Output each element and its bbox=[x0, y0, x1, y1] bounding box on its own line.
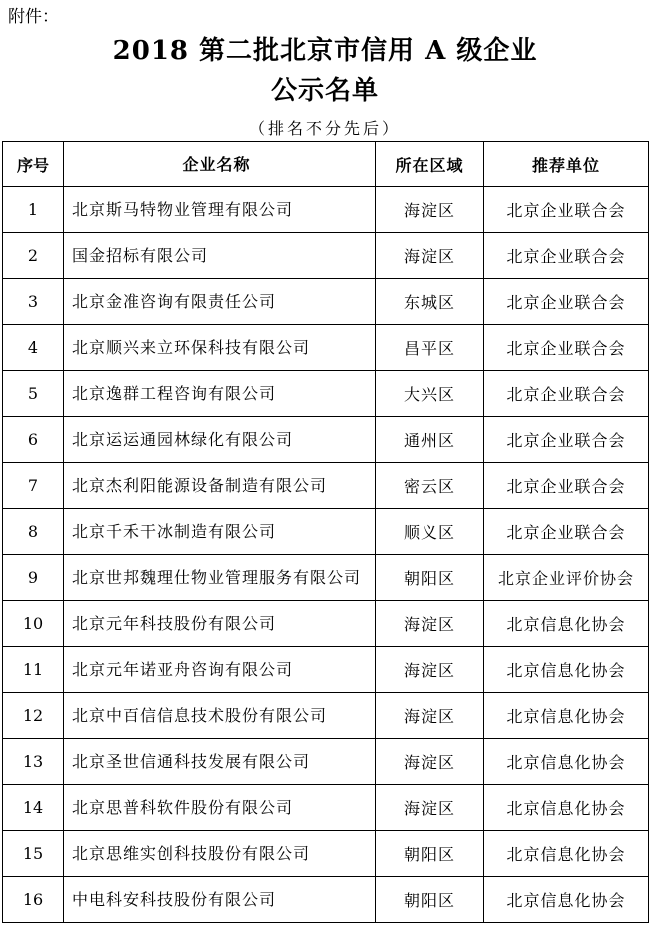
row-recommender: 北京企业评价协会 bbox=[484, 555, 649, 601]
table-row bbox=[3, 187, 649, 233]
header-number: 序号 bbox=[3, 142, 64, 187]
row-company-name: 北京顺兴来立环保科技有限公司 bbox=[64, 325, 376, 371]
row-district: 大兴区 bbox=[376, 371, 484, 417]
attachment-label: 附件： bbox=[8, 7, 59, 27]
row-recommender: 北京企业联合会 bbox=[484, 509, 649, 555]
row-recommender: 北京企业联合会 bbox=[484, 187, 649, 233]
row-district: 海淀区 bbox=[376, 693, 484, 739]
row-company-name: 北京逸群工程咨询有限公司 bbox=[64, 371, 376, 417]
table-row bbox=[3, 647, 649, 693]
table-row bbox=[3, 463, 649, 509]
row-district: 密云区 bbox=[376, 463, 484, 509]
row-number: 7 bbox=[3, 463, 64, 509]
row-recommender: 北京信息化协会 bbox=[484, 647, 649, 693]
row-number: 8 bbox=[3, 509, 64, 555]
table-row bbox=[3, 831, 649, 877]
row-number: 3 bbox=[3, 279, 64, 325]
row-district: 海淀区 bbox=[376, 785, 484, 831]
table-row bbox=[3, 785, 649, 831]
table-row bbox=[3, 325, 649, 371]
row-company-name: 北京元年科技股份有限公司 bbox=[64, 601, 376, 647]
row-district: 顺义区 bbox=[376, 509, 484, 555]
document-subtitle: （排名不分先后） bbox=[248, 119, 401, 138]
row-recommender: 北京企业联合会 bbox=[484, 325, 649, 371]
row-recommender: 北京企业联合会 bbox=[484, 233, 649, 279]
row-district: 东城区 bbox=[376, 279, 484, 325]
table-row bbox=[3, 555, 649, 601]
row-number: 4 bbox=[3, 325, 64, 371]
table-row bbox=[3, 279, 649, 325]
row-company-name: 北京世邦魏理仕物业管理服务有限公司 bbox=[64, 555, 376, 601]
row-number: 15 bbox=[3, 831, 64, 877]
row-recommender: 北京信息化协会 bbox=[484, 785, 649, 831]
row-district: 朝阳区 bbox=[376, 831, 484, 877]
row-number: 10 bbox=[3, 601, 64, 647]
row-number: 5 bbox=[3, 371, 64, 417]
row-recommender: 北京信息化协会 bbox=[484, 877, 649, 923]
table-row bbox=[3, 601, 649, 647]
row-recommender: 北京信息化协会 bbox=[484, 739, 649, 785]
row-district: 昌平区 bbox=[376, 325, 484, 371]
row-district: 海淀区 bbox=[376, 601, 484, 647]
row-company-name: 北京元年诺亚舟咨询有限公司 bbox=[64, 647, 376, 693]
row-district: 朝阳区 bbox=[376, 555, 484, 601]
row-number: 14 bbox=[3, 785, 64, 831]
row-company-name: 北京圣世信通科技发展有限公司 bbox=[64, 739, 376, 785]
row-company-name: 中电科安科技股份有限公司 bbox=[64, 877, 376, 923]
row-company-name: 北京运运通园林绿化有限公司 bbox=[64, 417, 376, 463]
table-row bbox=[3, 233, 649, 279]
row-district: 朝阳区 bbox=[376, 877, 484, 923]
table-header-row bbox=[3, 142, 649, 187]
table-row bbox=[3, 877, 649, 923]
row-company-name: 北京思普科软件股份有限公司 bbox=[64, 785, 376, 831]
table-row bbox=[3, 371, 649, 417]
row-recommender: 北京信息化协会 bbox=[484, 693, 649, 739]
row-number: 2 bbox=[3, 233, 64, 279]
row-recommender: 北京企业联合会 bbox=[484, 279, 649, 325]
row-number: 1 bbox=[3, 187, 64, 233]
table-row bbox=[3, 739, 649, 785]
row-number: 12 bbox=[3, 693, 64, 739]
row-company-name: 北京中百信信息技术股份有限公司 bbox=[64, 693, 376, 739]
header-district: 所在区域 bbox=[376, 142, 484, 187]
table-row bbox=[3, 693, 649, 739]
row-district: 海淀区 bbox=[376, 647, 484, 693]
row-recommender: 北京信息化协会 bbox=[484, 601, 649, 647]
row-district: 通州区 bbox=[376, 417, 484, 463]
row-number: 6 bbox=[3, 417, 64, 463]
row-recommender: 北京信息化协会 bbox=[484, 831, 649, 877]
header-company-name: 企业名称 bbox=[64, 142, 376, 187]
table-row bbox=[3, 509, 649, 555]
enterprise-table bbox=[2, 141, 649, 923]
row-company-name: 北京千禾干冰制造有限公司 bbox=[64, 509, 376, 555]
row-company-name: 北京斯马特物业管理有限公司 bbox=[64, 187, 376, 233]
row-company-name: 北京杰利阳能源设备制造有限公司 bbox=[64, 463, 376, 509]
document-title: 2018 第二批北京市信用 A 级企业 bbox=[112, 36, 538, 66]
row-recommender: 北京企业联合会 bbox=[484, 417, 649, 463]
header-recommender: 推荐单位 bbox=[484, 142, 649, 187]
row-recommender: 北京企业联合会 bbox=[484, 371, 649, 417]
row-number: 13 bbox=[3, 739, 64, 785]
row-company-name: 北京金准咨询有限责任公司 bbox=[64, 279, 376, 325]
row-recommender: 北京企业联合会 bbox=[484, 463, 649, 509]
row-company-name: 北京思维实创科技股份有限公司 bbox=[64, 831, 376, 877]
row-district: 海淀区 bbox=[376, 187, 484, 233]
row-number: 11 bbox=[3, 647, 64, 693]
row-number: 9 bbox=[3, 555, 64, 601]
row-district: 海淀区 bbox=[376, 233, 484, 279]
table-body bbox=[3, 187, 649, 923]
row-company-name: 国金招标有限公司 bbox=[64, 233, 376, 279]
row-number: 16 bbox=[3, 877, 64, 923]
row-district: 海淀区 bbox=[376, 739, 484, 785]
table-row bbox=[3, 417, 649, 463]
document-title-line2: 公示名单 bbox=[270, 76, 379, 106]
